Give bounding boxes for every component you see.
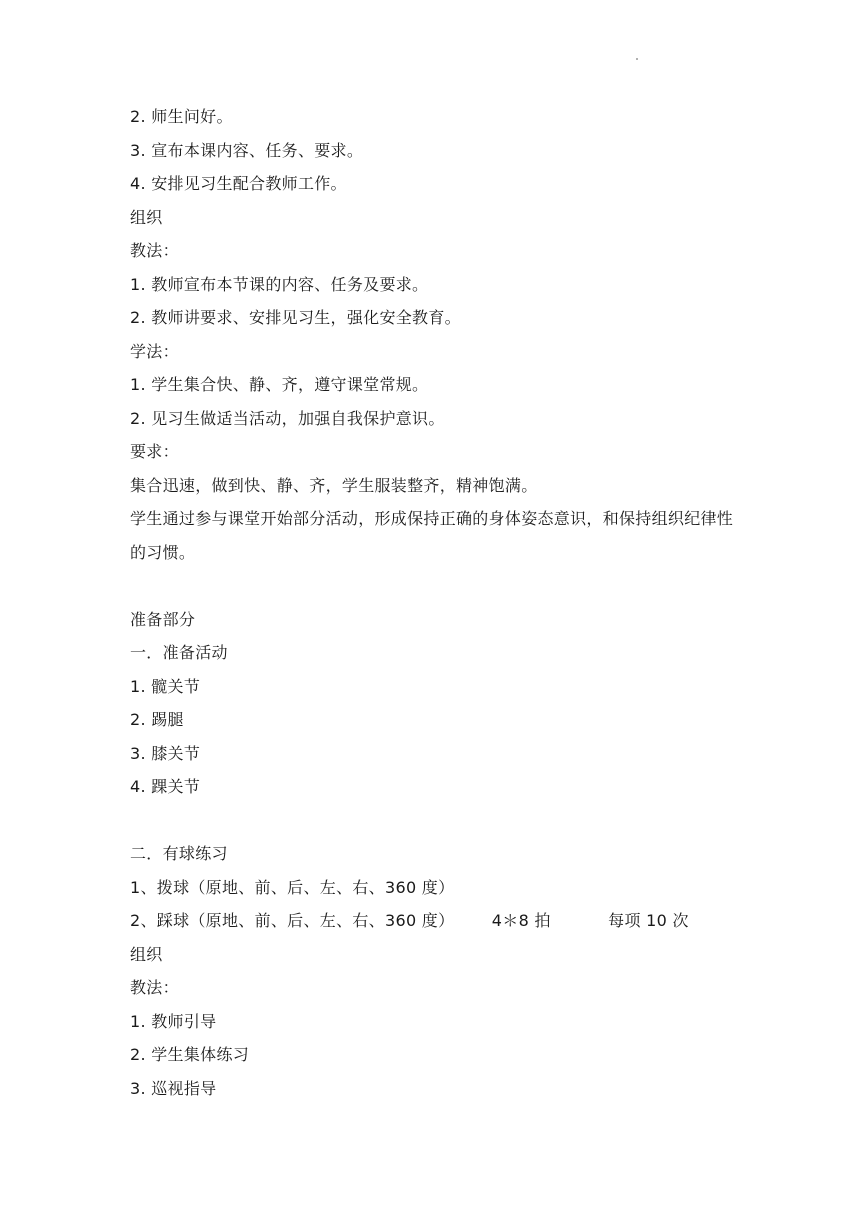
text-line: 1. 学生集合快、静、齐，遵守课堂常规。 [130,375,429,394]
repetition-count: 每项 10 次 [608,911,689,930]
section-heading-organize: 组织 [130,207,163,227]
drill-name: 2、踩球（原地、前、后、左、右、360 度） [130,911,455,930]
blank-line [130,804,740,838]
text-line: 4. 安排见习生配合教师工作。 [130,174,347,193]
list-item: 1. 髋关节 [130,676,201,696]
subheading-requirements: 要求： [130,442,179,461]
blank-line [130,569,740,603]
subheading-teaching-method: 教法： [130,978,179,997]
section-heading-preparation: 准备部分 [130,609,196,629]
list-item: 4. 踝关节 [130,777,201,796]
text-line: 3. 宣布本课内容、任务、要求。 [130,140,364,160]
subsection-heading-warmup: 一．准备活动 [130,643,228,662]
page-mark-dot [636,58,638,60]
text-line: 2. 师生问好。 [130,107,233,126]
list-item-with-counts [130,904,740,938]
list-item: 2. 踢腿 [130,710,184,729]
list-item: 1、拨球（原地、前、后、左、右、360 度） [130,877,455,897]
list-item: 2. 学生集体练习 [130,1045,250,1064]
text-line: 2. 见习生做适当活动，加强自我保护意识。 [130,408,445,428]
list-item: 1. 教师引导 [130,1011,217,1031]
text-line: 集合迅速，做到快、静、齐，学生服装整齐，精神饱满。 [130,475,538,495]
beat-count: 4＊8 拍 [491,911,551,930]
subheading-learning-method: 学法： [130,341,179,361]
list-item: 3. 膝关节 [130,743,201,763]
subheading-teaching-method: 教法： [130,241,179,260]
section-heading-organize: 组织 [130,944,163,964]
list-item: 3. 巡视指导 [130,1078,217,1098]
subsection-heading-ball-practice: 二．有球练习 [130,844,228,863]
lesson-plan-body [130,100,740,1105]
paragraph-goal: 学生通过参与课堂开始部分活动，形成保持正确的身体姿态意识，和保持组织纪律性的习惯。 [130,509,734,562]
text-line: 2. 教师讲要求、安排见习生，强化安全教育。 [130,308,461,327]
text-line: 1. 教师宣布本节课的内容、任务及要求。 [130,274,429,294]
